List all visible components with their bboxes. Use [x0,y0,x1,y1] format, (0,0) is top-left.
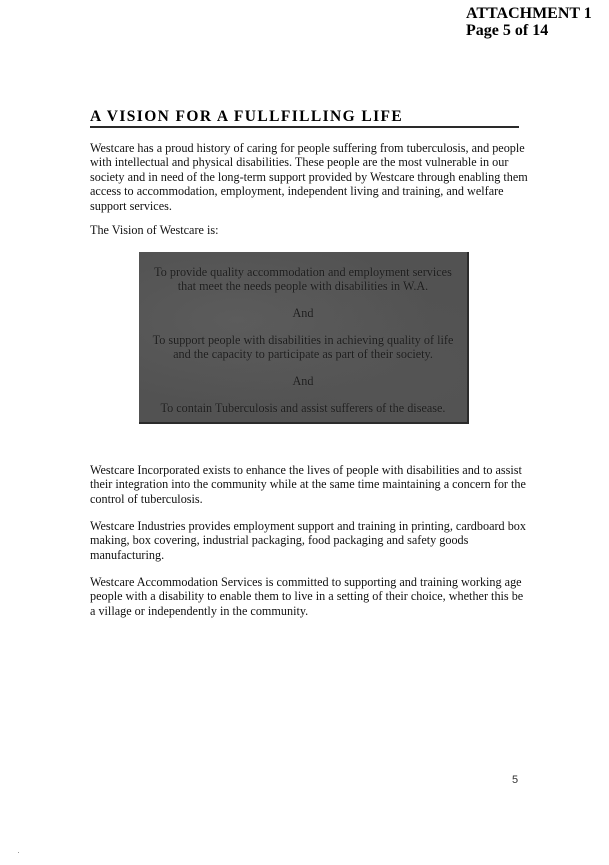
attachment-label: ATTACHMENT 1 [466,5,592,22]
vision-statement-2-line-1: To support people with disabilities in achieving quality of life [152,333,454,347]
vision-statement-2-line-2: and the capacity to participate as part of their society. [173,347,433,361]
vision-statement-1-line-1: To provide quality accommodation and employment services [154,265,452,279]
section-heading [90,108,519,128]
industries-paragraph: Westcare Industries provides employment support and training in printing, cardboard box making, box covering, industrial packaging, food packaging and safety goods manufacturing. [90,519,526,562]
vision-lead-paragraph: The Vision of Westcare is: [90,223,219,237]
vision-statement-3-line-1: To contain Tuberculosis and assist sufferers of the disease. [160,401,446,415]
incorporated-paragraph: Westcare Incorporated exists to enhance the lives of people with disabilities and to assist their integration into the community while at the same time maintaining a concern for the control of tuberculosis. [90,463,526,506]
section-title: A VISION FOR A FULLFILLING LIFE [90,108,404,125]
intro-paragraph: Westcare has a proud history of caring for people suffering from tuberculosis, and people with intellectual and physical disabilities. These people are the most vulnerable in our society and in need of the long-term support provided by Westcare through enabling them access to accommodation, employment, independent living and training, and welfare support services. [90,141,528,213]
page-number: 5 [512,774,519,786]
vision-statement-box [139,252,469,424]
vision-connector-2: And [292,374,314,388]
page-of-label: Page 5 of 14 [466,22,549,39]
attachment-header [466,5,592,39]
scan-speck [18,852,19,853]
vision-connector-1: And [292,306,314,320]
vision-statement-1-line-2: that meet the needs people with disabilities in W.A. [177,279,429,293]
accommodation-paragraph: Westcare Accommodation Services is committed to supporting and training working age people with a disability to enable them to live in a setting of their choice, whether this be a village or independently in the community. [90,575,524,618]
